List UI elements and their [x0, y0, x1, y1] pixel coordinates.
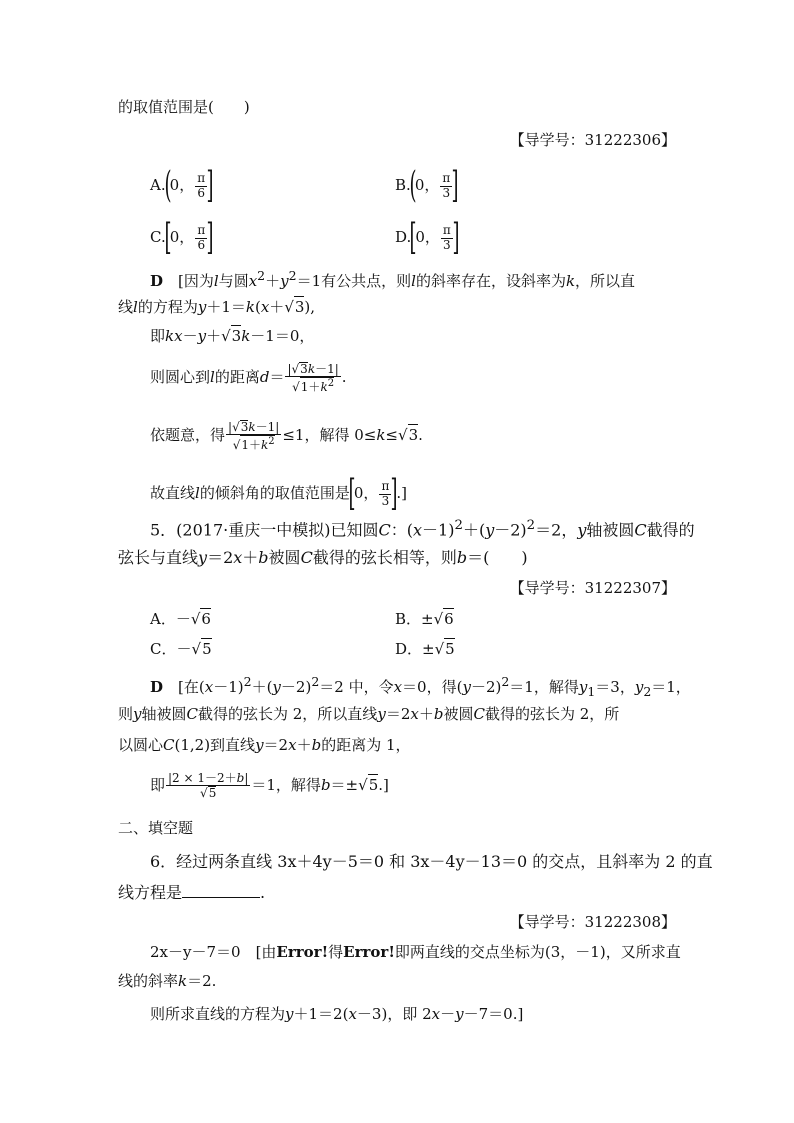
reference-number: 【导学号：31222308】 — [509, 913, 676, 931]
solution-6-line-1: 2x－y－7＝0 [由Error!得Error!即两直线的交点坐标为(3，－1)，又所求直 — [150, 943, 681, 961]
solution-4-line-4: 则圆心到l的距离d＝ $\frac{|√3k-1|}{√1+k^2}$ . — [150, 362, 347, 395]
option-b: B．±√6 — [395, 610, 454, 628]
option-a: A．－√6 — [150, 610, 211, 628]
question-5-line-2: 弦长与直线y＝2x＋b被圆C截得的弦长相等，则b＝( ) — [118, 548, 528, 567]
solution-5-line-2: 则y轴被圆C截得的弦长为 2，所以直线y＝2x＋b被圆C截得的弦长为 2，所 — [118, 705, 620, 723]
question-6-line-1: 6．经过两条直线 3x＋4y－5＝0 和 3x－4y－13＝0 的交点，且斜率为 2 的直 — [150, 852, 713, 871]
option-a: A.(0， $\frac{\pi}{6}$ ] — [150, 165, 214, 206]
solution-4-line-1: D [因为l与圆$x^2+y^2=1$有公共点，则l的斜率存在，设斜率为k，所以直 — [150, 268, 636, 290]
solution-4-line-5: 依题意，得 $\frac{|√3k-1|}{√1+k^2}$ ≤1，解得 0≤k≤√3. — [150, 420, 423, 453]
section-title: 二、填空题 — [118, 819, 194, 837]
solution-6-line-2: 线的斜率k＝2. — [118, 972, 217, 990]
reference-number: 【导学号：31222307】 — [509, 579, 676, 597]
option-b: B.(0， $\frac{\pi}{3}$ ] — [395, 165, 459, 206]
option-d: D．±√5 — [395, 640, 455, 658]
solution-5-line-3: 以圆心C(1,2)到直线y＝2x＋b的距离为 1， — [118, 736, 411, 754]
question-continuation: 的取值范围是( ) — [118, 98, 250, 116]
answer-blank[interactable] — [182, 883, 260, 898]
solution-5-line-4: 即 $\frac{|2 \times 1-2+b|}{√5}$ ＝1，解得b＝±√5.] — [150, 771, 389, 801]
solution-4-line-6: 故直线l的倾斜角的取值范围是[0， $\frac{\pi}{3}$ ].] — [150, 473, 407, 514]
solution-5-line-1: D [在$(x-1)^2+(y-2)^2=2$ 中，令x＝0，得$(y-2)^2=1$，解得$y_1=3$，$y_2=1$， — [150, 674, 691, 699]
option-c: C．－√5 — [150, 640, 212, 658]
solution-6-line-3: 则所求直线的方程为y＋1＝2(x－3)，即 2x－y－7＝0.] — [150, 1005, 524, 1023]
question-5-line-1: 5．(2017·重庆一中模拟)已知圆C：$(x-1)^2+(y-2)^2=2$，y轴被圆C截得的 — [150, 518, 695, 540]
question-6-line-2: 线方程是 . — [118, 883, 266, 902]
solution-4-line-2: 线l的方程为y＋1＝k(x＋√3), — [118, 298, 316, 316]
option-c: C.[0， $\frac{\pi}{6}$ ] — [150, 217, 214, 258]
reference-number: 【导学号：31222306】 — [509, 131, 676, 149]
option-d: D.[0， $\frac{\pi}{3}$ ] — [395, 217, 460, 258]
solution-4-line-3: 即kx－y＋√3k－1＝0， — [150, 327, 315, 345]
